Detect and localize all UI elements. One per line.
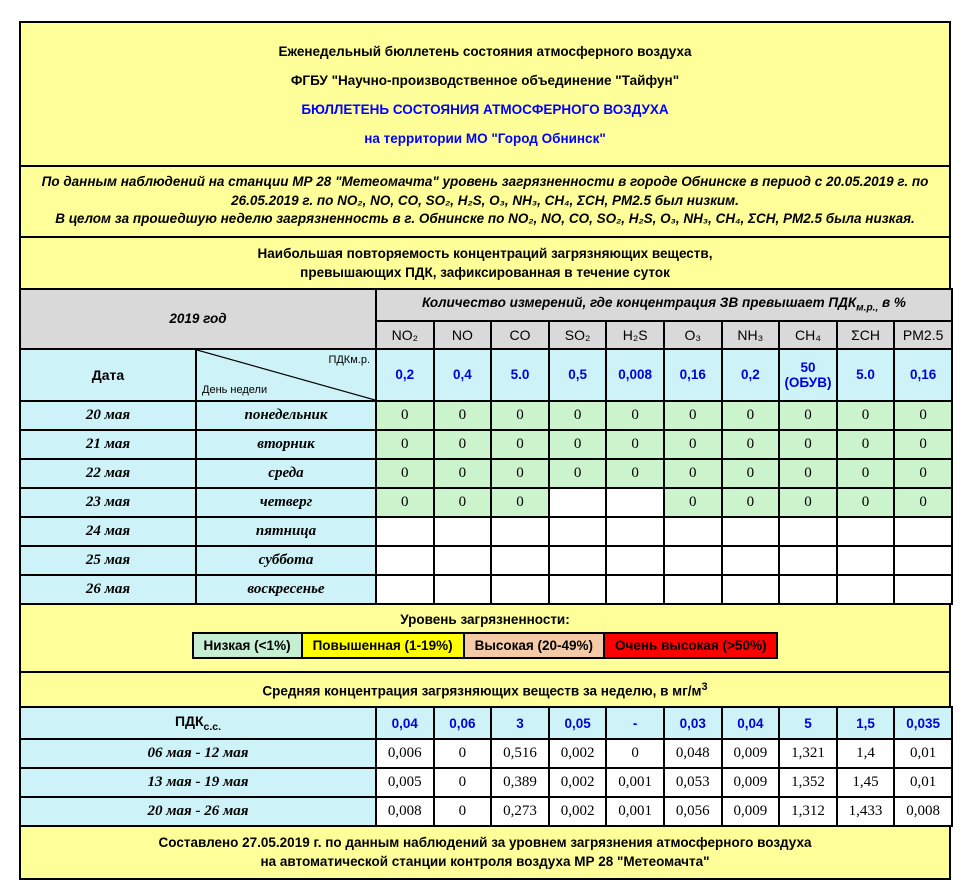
measurement-cell: 0 [894, 430, 952, 459]
legend-title: Уровень загрязненности: [400, 611, 570, 627]
measurement-cell [664, 517, 722, 546]
measurement-cell: 0 [376, 459, 434, 488]
measurement-cell [491, 575, 549, 604]
avg-value-cell: 0,389 [491, 768, 549, 797]
summary-line-2: В целом за прошедшую неделю загрязненность в г. Обнинске по NO₂, NO, CO, SO₂, H₂S, O₃, NH₃, CH₄, ΣCH, PM2.5 была низкая. [55, 211, 915, 226]
day-cell: понедельник [196, 401, 376, 430]
group-header-suffix: в % [878, 295, 906, 311]
measurement-cell [894, 546, 952, 575]
measurement-cell: 0 [722, 401, 780, 430]
pdk-mr-value-cell: 5.0 [837, 349, 895, 401]
measurement-cell: 0 [664, 488, 722, 517]
pollutant-header: O₃ [664, 321, 722, 349]
avg-value-cell: 0,053 [664, 768, 722, 797]
pdk-ss-value-cell: 0,04 [376, 707, 434, 739]
measurement-row [20, 546, 952, 575]
pdk-ss-value-cell: 3 [491, 707, 549, 739]
day-cell: вторник [196, 430, 376, 459]
weekly-avg-title [19, 671, 951, 709]
avg-value-cell: 0,001 [606, 768, 664, 797]
pollutant-header: CO [491, 321, 549, 349]
year-cell: 2019 год [20, 289, 376, 349]
pollutant-header: H₂S [606, 321, 664, 349]
diag-bottom-label: День недели [202, 383, 268, 396]
date-cell: 22 мая [20, 459, 196, 488]
measurement-cell [837, 517, 895, 546]
header-lines [31, 37, 939, 153]
day-cell: воскресенье [196, 575, 376, 604]
avg-value-cell: 0,006 [376, 739, 434, 768]
weekly-avg-title-sup: 3 [701, 680, 708, 693]
measurement-cell: 0 [606, 430, 664, 459]
weekly-row [20, 768, 952, 797]
measurement-cell [722, 575, 780, 604]
pdk-ss-row [20, 707, 952, 739]
measurement-cell: 0 [837, 459, 895, 488]
measurement-cell: 0 [549, 401, 607, 430]
header-line: БЮЛЛЕТЕНЬ СОСТОЯНИЯ АТМОСФЕРНОГО ВОЗДУХА [301, 102, 669, 117]
pollutant-header: NO [434, 321, 492, 349]
measurement-cell [376, 517, 434, 546]
measurement-cell [779, 575, 837, 604]
avg-value-cell: 0,008 [376, 797, 434, 826]
measurement-cell: 0 [434, 459, 492, 488]
group-header-row [20, 289, 952, 321]
measurement-row [20, 575, 952, 604]
weekly-rows [20, 739, 952, 826]
avg-value-cell: 0,048 [664, 739, 722, 768]
pdk-mr-value-cell: 0,2 [376, 349, 434, 401]
weekly-row [20, 797, 952, 826]
measurement-cell: 0 [606, 401, 664, 430]
measurement-cell [549, 517, 607, 546]
pdk-ss-value-cell: 0,05 [549, 707, 607, 739]
pollutant-header: NH₃ [722, 321, 780, 349]
avg-value-cell: 0 [606, 739, 664, 768]
avg-value-cell: 0,056 [664, 797, 722, 826]
measurement-cell [434, 575, 492, 604]
pdk-ss-value-cell: 0,035 [894, 707, 952, 739]
measurement-cell: 0 [549, 430, 607, 459]
avg-value-cell: 0,009 [722, 768, 780, 797]
measurement-row [20, 430, 952, 459]
avg-value-cell: 0 [434, 739, 492, 768]
weekly-row [20, 739, 952, 768]
avg-value-cell: 0,002 [549, 739, 607, 768]
pollutant-header: SO₂ [549, 321, 607, 349]
measurement-cell: 0 [722, 488, 780, 517]
measurement-cell: 0 [491, 430, 549, 459]
measurement-row [20, 459, 952, 488]
section-title-line-1: Наибольшая повторяемость концентраций загрязняющих веществ, [257, 245, 713, 261]
week-period-cell: 20 мая - 26 мая [20, 797, 376, 826]
measurement-cell [606, 517, 664, 546]
pollution-level-legend [19, 603, 951, 673]
bulletin-sheet [19, 21, 951, 880]
date-cell: 24 мая [20, 517, 196, 546]
week-period-cell: 06 мая - 12 мая [20, 739, 376, 768]
measurement-row [20, 517, 952, 546]
measurement-cell: 0 [779, 430, 837, 459]
measurement-cell [606, 488, 664, 517]
avg-value-cell: 0,273 [491, 797, 549, 826]
group-header-prefix: Количество измерений, где концентрация ЗВ превышает ПДК [422, 295, 857, 311]
measurement-cell: 0 [434, 401, 492, 430]
measurement-cell: 0 [664, 401, 722, 430]
measurement-cell: 0 [779, 401, 837, 430]
avg-value-cell: 0,516 [491, 739, 549, 768]
measurement-cell [606, 546, 664, 575]
pdk-ss-sub: с.с. [203, 720, 222, 733]
date-label-cell: Дата [20, 349, 196, 401]
header-line: ФГБУ "Научно-производственное объединение "Тайфун" [290, 73, 680, 88]
avg-value-cell: 1,433 [837, 797, 895, 826]
avg-value-cell: 0,008 [894, 797, 952, 826]
date-cell: 26 мая [20, 575, 196, 604]
measurement-cell [606, 575, 664, 604]
avg-value-cell: 1,352 [779, 768, 837, 797]
measurement-cell: 0 [491, 488, 549, 517]
avg-value-cell: 0,009 [722, 739, 780, 768]
avg-value-cell: 0,002 [549, 768, 607, 797]
avg-value-cell: 0,002 [549, 797, 607, 826]
measurement-row [20, 488, 952, 517]
measurement-cell [779, 517, 837, 546]
day-cell: среда [196, 459, 376, 488]
measurement-cell: 0 [434, 488, 492, 517]
measurement-cell: 0 [491, 401, 549, 430]
measurement-cell [549, 488, 607, 517]
day-cell: суббота [196, 546, 376, 575]
pdk-ss-value-cell: 0,06 [434, 707, 492, 739]
date-cell: 20 мая [20, 401, 196, 430]
pdk-mr-value-cell: 0,008 [606, 349, 664, 401]
measurement-cell: 0 [722, 459, 780, 488]
pdk-mr-row [20, 349, 952, 401]
measurement-cell: 0 [779, 488, 837, 517]
measurement-cell: 0 [376, 488, 434, 517]
pollutant-header: ΣCH [837, 321, 895, 349]
measurement-cell: 0 [894, 488, 952, 517]
legend-item: Очень высокая (>50%) [603, 632, 778, 659]
day-cell: пятница [196, 517, 376, 546]
measurements-table [19, 288, 953, 605]
week-period-cell: 13 мая - 19 мая [20, 768, 376, 797]
measurement-cell [837, 546, 895, 575]
avg-value-cell: 1,4 [837, 739, 895, 768]
diagonal-header-cell [196, 349, 376, 401]
measurement-cell: 0 [491, 459, 549, 488]
pdk-mr-value-cell: 5.0 [491, 349, 549, 401]
legend-item: Высокая (20-49%) [463, 632, 605, 659]
measurement-cell: 0 [722, 430, 780, 459]
measurement-cell: 0 [376, 430, 434, 459]
measurement-cell: 0 [779, 459, 837, 488]
measurement-cell: 0 [664, 459, 722, 488]
legend-row [29, 632, 941, 659]
summary-line-1: По данным наблюдений на станции МР 28 "Метеомачта" уровень загрязненности в городе Обнинске в период с 20.05.2019 г. по 26.05.2019 г. по NO₂, NO, CO, SO₂, H₂S, O₃, NH₃, CH₄, ΣCH, PM2.5 был низким. [41, 174, 929, 208]
measurement-cell [837, 575, 895, 604]
measurement-cell [549, 575, 607, 604]
measurement-cell [376, 546, 434, 575]
date-cell: 23 мая [20, 488, 196, 517]
measurement-cell: 0 [434, 430, 492, 459]
avg-value-cell: 0,01 [894, 739, 952, 768]
measurement-cell [549, 546, 607, 575]
pdk-ss-base: ПДК [174, 713, 204, 730]
footer-line-2: на автоматической станции контроля воздуха МР 28 "Метеомачта" [260, 854, 710, 869]
bulletin-header [19, 21, 951, 167]
measurement-cell [722, 546, 780, 575]
measurement-cell: 0 [894, 401, 952, 430]
summary-paragraph [19, 165, 951, 238]
pdk-mr-value-cell: 0,2 [722, 349, 780, 401]
measurement-cell: 0 [549, 459, 607, 488]
pdk-mr-value-cell: 0,16 [894, 349, 952, 401]
pollutant-header: PM2.5 [894, 321, 952, 349]
bulletin-footer [19, 825, 951, 880]
pdk-mr-value-cell: 0,16 [664, 349, 722, 401]
pdk-ss-value-cell: 1,5 [837, 707, 895, 739]
pdk-ss-label-cell [20, 707, 376, 739]
pdk-ss-value-cell: - [606, 707, 664, 739]
measurement-cell [491, 517, 549, 546]
measurement-cell [894, 575, 952, 604]
avg-value-cell: 0 [434, 768, 492, 797]
pdk-ss-value-cell: 0,03 [664, 707, 722, 739]
group-header-sub: м.р., [856, 302, 879, 314]
pdk-ss-value-cell: 5 [779, 707, 837, 739]
diag-top-label: ПДКм.р. [328, 353, 370, 366]
avg-value-cell: 0,005 [376, 768, 434, 797]
header-line: Еженедельный бюллетень состояния атмосферного воздуха [278, 44, 692, 59]
avg-value-cell: 1,45 [837, 768, 895, 797]
weekly-avg-title-text: Средняя концентрация загрязняющих веществ за неделю, в мг/м [262, 683, 702, 698]
measurement-cell [491, 546, 549, 575]
header-line: на территории МО "Город Обнинск" [364, 131, 606, 146]
measurement-cell [664, 546, 722, 575]
date-cell: 25 мая [20, 546, 196, 575]
pdk-mr-value-cell: 0,4 [434, 349, 492, 401]
avg-value-cell: 0,01 [894, 768, 952, 797]
pollutant-header: CH₄ [779, 321, 837, 349]
footer-line-1: Составлено 27.05.2019 г. по данным наблюдений за уровнем загрязнения атмосферного воздуха [158, 835, 812, 850]
measurement-cell: 0 [664, 430, 722, 459]
measurement-cell: 0 [376, 401, 434, 430]
measurement-cell [434, 546, 492, 575]
group-header-cell [376, 289, 952, 321]
measurement-cell [664, 575, 722, 604]
weekly-averages-table [19, 706, 953, 827]
measurement-cell [894, 517, 952, 546]
exceedance-section-title [19, 236, 951, 290]
avg-value-cell: 1,321 [779, 739, 837, 768]
measurement-cell [376, 575, 434, 604]
legend-item: Повышенная (1-19%) [301, 632, 465, 659]
avg-value-cell: 0,009 [722, 797, 780, 826]
measurement-cell: 0 [837, 430, 895, 459]
avg-value-cell: 0,001 [606, 797, 664, 826]
avg-value-cell: 0 [434, 797, 492, 826]
measurement-cell [722, 517, 780, 546]
day-cell: четверг [196, 488, 376, 517]
measurement-row [20, 401, 952, 430]
measurement-cell: 0 [837, 401, 895, 430]
measurement-cell: 0 [894, 459, 952, 488]
measurement-cell [779, 546, 837, 575]
pdk-mr-value-cell: 0,5 [549, 349, 607, 401]
section-title-line-2: превышающих ПДК, зафиксированная в течение суток [300, 264, 670, 280]
measurement-rows [20, 401, 952, 604]
pdk-mr-value-cell: 50 (ОБУВ) [779, 349, 837, 401]
measurement-cell: 0 [606, 459, 664, 488]
legend-item: Низкая (<1%) [192, 632, 303, 659]
measurement-cell: 0 [837, 488, 895, 517]
avg-value-cell: 1,312 [779, 797, 837, 826]
date-cell: 21 мая [20, 430, 196, 459]
pdk-ss-value-cell: 0,04 [722, 707, 780, 739]
pollutant-header: NO₂ [376, 321, 434, 349]
measurement-cell [434, 517, 492, 546]
